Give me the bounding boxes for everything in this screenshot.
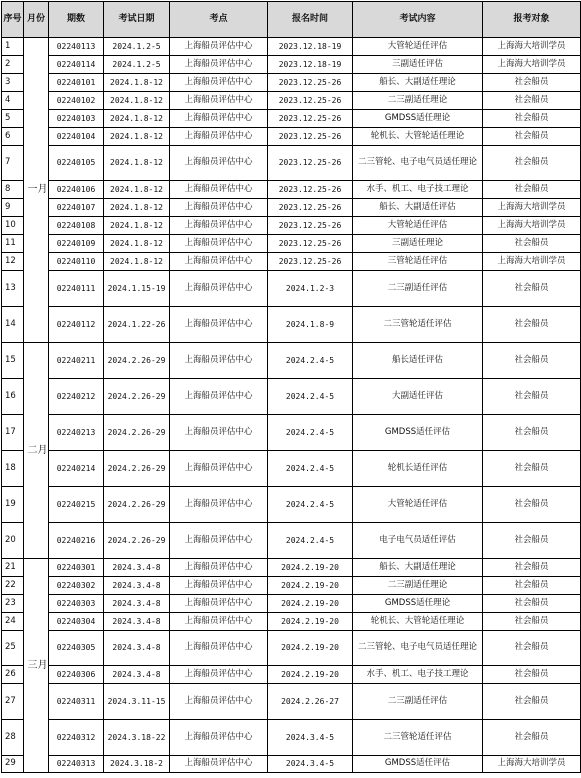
table-row (2, 74, 581, 92)
table-row (2, 307, 581, 343)
cell-reg: 2024.3.4-5 (268, 720, 353, 756)
cell-target: 社会船员 (483, 235, 581, 253)
cell-target: 上海海大培训学员 (483, 56, 581, 74)
cell-seq: 29 (2, 756, 24, 773)
cell-content: 三副适任评估 (353, 56, 483, 74)
cell-target: 社会船员 (483, 379, 581, 415)
cell-period: 02240105 (49, 146, 104, 181)
cell-date: 2024.1.8-12 (104, 74, 170, 92)
cell-seq: 19 (2, 487, 24, 523)
cell-period: 02240107 (49, 199, 104, 217)
cell-date: 2024.1.8-12 (104, 181, 170, 199)
table-row (2, 253, 581, 271)
cell-reg: 2024.2.4-5 (268, 523, 353, 559)
cell-reg: 2023.12.25-26 (268, 217, 353, 235)
table-row (2, 559, 581, 577)
cell-seq: 1 (2, 38, 24, 56)
cell-period: 02240313 (49, 756, 104, 773)
table-row (2, 577, 581, 595)
cell-reg: 2024.1.8-9 (268, 307, 353, 343)
cell-period: 02240109 (49, 235, 104, 253)
cell-period: 02240303 (49, 595, 104, 613)
cell-period: 02240111 (49, 271, 104, 307)
cell-reg: 2023.12.25-26 (268, 74, 353, 92)
cell-target: 上海海大培训学员 (483, 199, 581, 217)
cell-target: 社会船员 (483, 307, 581, 343)
cell-venue: 上海船员评估中心 (170, 379, 268, 415)
cell-reg: 2023.12.25-26 (268, 92, 353, 110)
cell-content: 船长、大副适任理论 (353, 559, 483, 577)
cell-seq: 18 (2, 451, 24, 487)
cell-target: 社会船员 (483, 631, 581, 666)
cell-venue: 上海船员评估中心 (170, 451, 268, 487)
cell-reg: 2023.12.25-26 (268, 235, 353, 253)
cell-content: 二三管轮、电子电气员适任理论 (353, 146, 483, 181)
cell-period: 02240213 (49, 415, 104, 451)
cell-seq: 10 (2, 217, 24, 235)
cell-content: 大管轮适任评估 (353, 217, 483, 235)
header-seq: 序号 (2, 2, 24, 38)
cell-content: GMDSS适任理论 (353, 595, 483, 613)
cell-period: 02240114 (49, 56, 104, 74)
cell-content: 三管轮适任评估 (353, 253, 483, 271)
cell-period: 02240110 (49, 253, 104, 271)
cell-target: 社会船员 (483, 181, 581, 199)
cell-content: 大管轮适任评估 (353, 487, 483, 523)
cell-period: 02240102 (49, 92, 104, 110)
cell-target: 上海海大培训学员 (483, 38, 581, 56)
cell-venue: 上海船员评估中心 (170, 523, 268, 559)
cell-reg: 2024.2.19-20 (268, 559, 353, 577)
cell-target: 社会船员 (483, 92, 581, 110)
cell-period: 02240113 (49, 38, 104, 56)
cell-target: 上海海大培训学员 (483, 756, 581, 773)
cell-date: 2024.3.4-8 (104, 666, 170, 684)
cell-period: 02240216 (49, 523, 104, 559)
table-row (2, 487, 581, 523)
cell-period: 02240106 (49, 181, 104, 199)
cell-venue: 上海船员评估中心 (170, 38, 268, 56)
cell-target: 社会船员 (483, 684, 581, 720)
cell-venue: 上海船员评估中心 (170, 253, 268, 271)
cell-target: 社会船员 (483, 128, 581, 146)
cell-date: 2024.1.2-5 (104, 38, 170, 56)
cell-reg: 2024.2.19-20 (268, 577, 353, 595)
cell-reg: 2024.2.19-20 (268, 631, 353, 666)
cell-reg: 2023.12.18-19 (268, 38, 353, 56)
cell-content: 轮机长、大管轮适任理论 (353, 613, 483, 631)
cell-target: 社会船员 (483, 74, 581, 92)
cell-date: 2024.2.26-29 (104, 415, 170, 451)
cell-period: 02240301 (49, 559, 104, 577)
cell-venue: 上海船员评估中心 (170, 631, 268, 666)
cell-venue: 上海船员评估中心 (170, 110, 268, 128)
cell-period: 02240103 (49, 110, 104, 128)
cell-content: 水手、机工、电子技工理论 (353, 666, 483, 684)
cell-target: 社会船员 (483, 666, 581, 684)
table-row (2, 38, 581, 56)
table-row (2, 451, 581, 487)
cell-date: 2024.3.18-22 (104, 720, 170, 756)
cell-date: 2024.1.8-12 (104, 128, 170, 146)
cell-target: 社会船员 (483, 146, 581, 181)
cell-seq: 21 (2, 559, 24, 577)
cell-seq: 17 (2, 415, 24, 451)
header-content: 考试内容 (353, 2, 483, 38)
cell-seq: 15 (2, 343, 24, 379)
cell-period: 02240101 (49, 74, 104, 92)
cell-content: 二三管轮适任评估 (353, 720, 483, 756)
cell-venue: 上海船员评估中心 (170, 577, 268, 595)
table-row (2, 666, 581, 684)
header-exam-date: 考试日期 (104, 2, 170, 38)
table-row (2, 235, 581, 253)
table-row (2, 181, 581, 199)
month-cell: 三月 (24, 559, 49, 773)
cell-venue: 上海船员评估中心 (170, 595, 268, 613)
cell-venue: 上海船员评估中心 (170, 559, 268, 577)
header-registration: 报名时间 (268, 2, 353, 38)
cell-venue: 上海船员评估中心 (170, 74, 268, 92)
cell-date: 2024.3.11-15 (104, 684, 170, 720)
cell-period: 02240211 (49, 343, 104, 379)
cell-target: 社会船员 (483, 720, 581, 756)
cell-seq: 11 (2, 235, 24, 253)
cell-reg: 2024.1.2-3 (268, 271, 353, 307)
cell-reg: 2024.2.4-5 (268, 343, 353, 379)
cell-seq: 20 (2, 523, 24, 559)
cell-seq: 12 (2, 253, 24, 271)
cell-date: 2024.3.4-8 (104, 631, 170, 666)
cell-venue: 上海船员评估中心 (170, 756, 268, 773)
cell-seq: 6 (2, 128, 24, 146)
cell-venue: 上海船员评估中心 (170, 307, 268, 343)
cell-period: 02240112 (49, 307, 104, 343)
cell-seq: 14 (2, 307, 24, 343)
cell-seq: 24 (2, 613, 24, 631)
cell-date: 2024.2.26-29 (104, 343, 170, 379)
cell-seq: 3 (2, 74, 24, 92)
cell-target: 社会船员 (483, 559, 581, 577)
cell-reg: 2023.12.25-26 (268, 253, 353, 271)
cell-content: GMDSS适任理论 (353, 110, 483, 128)
cell-date: 2024.2.26-29 (104, 451, 170, 487)
cell-seq: 9 (2, 199, 24, 217)
cell-target: 社会船员 (483, 595, 581, 613)
cell-period: 02240104 (49, 128, 104, 146)
cell-date: 2024.1.15-19 (104, 271, 170, 307)
table-row (2, 613, 581, 631)
cell-reg: 2024.2.26-27 (268, 684, 353, 720)
cell-venue: 上海船员评估中心 (170, 415, 268, 451)
cell-seq: 26 (2, 666, 24, 684)
cell-date: 2024.2.26-29 (104, 487, 170, 523)
cell-content: 二三副适任评估 (353, 684, 483, 720)
cell-content: GMDSS适任评估 (353, 756, 483, 773)
cell-content: 轮机长适任评估 (353, 451, 483, 487)
cell-content: 电子电气员适任评估 (353, 523, 483, 559)
table-row (2, 110, 581, 128)
cell-reg: 2023.12.25-26 (268, 128, 353, 146)
cell-reg: 2024.2.19-20 (268, 613, 353, 631)
cell-venue: 上海船员评估中心 (170, 720, 268, 756)
cell-target: 社会船员 (483, 110, 581, 128)
cell-content: 大副适任评估 (353, 379, 483, 415)
cell-seq: 4 (2, 92, 24, 110)
cell-reg: 2023.12.25-26 (268, 110, 353, 128)
cell-target: 社会船员 (483, 451, 581, 487)
cell-date: 2024.3.4-8 (104, 595, 170, 613)
header-venue: 考点 (170, 2, 268, 38)
cell-venue: 上海船员评估中心 (170, 217, 268, 235)
month-cell: 二月 (24, 343, 49, 559)
cell-period: 02240302 (49, 577, 104, 595)
cell-target: 社会船员 (483, 577, 581, 595)
table-row (2, 217, 581, 235)
header-period: 期数 (49, 2, 104, 38)
table-row (2, 595, 581, 613)
cell-date: 2024.1.8-12 (104, 110, 170, 128)
cell-reg: 2023.12.25-26 (268, 181, 353, 199)
cell-date: 2024.1.8-12 (104, 146, 170, 181)
cell-venue: 上海船员评估中心 (170, 271, 268, 307)
cell-target: 社会船员 (483, 415, 581, 451)
cell-period: 02240311 (49, 684, 104, 720)
cell-venue: 上海船员评估中心 (170, 181, 268, 199)
cell-venue: 上海船员评估中心 (170, 92, 268, 110)
cell-reg: 2024.2.19-20 (268, 595, 353, 613)
cell-period: 02240305 (49, 631, 104, 666)
cell-reg: 2023.12.18-19 (268, 56, 353, 74)
cell-reg: 2024.2.4-5 (268, 487, 353, 523)
exam-schedule-table (1, 1, 581, 773)
cell-target: 上海海大培训学员 (483, 253, 581, 271)
cell-seq: 23 (2, 595, 24, 613)
cell-date: 2024.3.4-8 (104, 559, 170, 577)
cell-venue: 上海船员评估中心 (170, 666, 268, 684)
cell-content: 水手、机工、电子技工理论 (353, 181, 483, 199)
cell-content: 二三副适任理论 (353, 577, 483, 595)
cell-target: 社会船员 (483, 271, 581, 307)
table-row (2, 631, 581, 666)
table-row (2, 379, 581, 415)
cell-reg: 2024.2.19-20 (268, 666, 353, 684)
table-row (2, 756, 581, 773)
cell-date: 2024.2.26-29 (104, 523, 170, 559)
cell-venue: 上海船员评估中心 (170, 56, 268, 74)
cell-content: 轮机长、大管轮适任理论 (353, 128, 483, 146)
cell-date: 2024.2.26-29 (104, 379, 170, 415)
cell-period: 02240215 (49, 487, 104, 523)
cell-seq: 8 (2, 181, 24, 199)
cell-venue: 上海船员评估中心 (170, 235, 268, 253)
table-row (2, 684, 581, 720)
table-row (2, 56, 581, 74)
cell-reg: 2024.2.4-5 (268, 415, 353, 451)
table-row (2, 92, 581, 110)
table-row (2, 720, 581, 756)
cell-date: 2024.1.8-12 (104, 217, 170, 235)
cell-period: 02240214 (49, 451, 104, 487)
table-row (2, 128, 581, 146)
table-row (2, 415, 581, 451)
cell-seq: 7 (2, 146, 24, 181)
cell-date: 2024.3.4-8 (104, 577, 170, 595)
cell-seq: 25 (2, 631, 24, 666)
cell-venue: 上海船员评估中心 (170, 487, 268, 523)
cell-content: 二三副适任评估 (353, 271, 483, 307)
cell-reg: 2023.12.25-26 (268, 199, 353, 217)
cell-content: 二三副适任理论 (353, 92, 483, 110)
cell-date: 2024.1.8-12 (104, 235, 170, 253)
cell-venue: 上海船员评估中心 (170, 199, 268, 217)
cell-period: 02240108 (49, 217, 104, 235)
header-row (2, 2, 581, 38)
cell-reg: 2024.3.4-5 (268, 756, 353, 773)
cell-content: 船长、大副适任评估 (353, 199, 483, 217)
cell-reg: 2024.2.4-5 (268, 379, 353, 415)
cell-content: 二三管轮、电子电气员适任理论 (353, 631, 483, 666)
cell-reg: 2024.2.4-5 (268, 451, 353, 487)
cell-date: 2024.1.22-26 (104, 307, 170, 343)
cell-period: 02240312 (49, 720, 104, 756)
cell-date: 2024.1.8-12 (104, 92, 170, 110)
table-row (2, 523, 581, 559)
cell-target: 上海海大培训学员 (483, 217, 581, 235)
cell-venue: 上海船员评估中心 (170, 684, 268, 720)
cell-content: 船长适任评估 (353, 343, 483, 379)
cell-seq: 13 (2, 271, 24, 307)
cell-target: 社会船员 (483, 487, 581, 523)
table-row (2, 146, 581, 181)
header-month: 月份 (24, 2, 49, 38)
cell-date: 2024.1.8-12 (104, 199, 170, 217)
cell-period: 02240212 (49, 379, 104, 415)
cell-seq: 22 (2, 577, 24, 595)
cell-target: 社会船员 (483, 523, 581, 559)
cell-date: 2024.3.18-2 (104, 756, 170, 773)
cell-period: 02240306 (49, 666, 104, 684)
cell-reg: 2023.12.25-26 (268, 146, 353, 181)
table-row (2, 343, 581, 379)
cell-date: 2024.1.8-12 (104, 253, 170, 271)
table-row (2, 199, 581, 217)
cell-content: 二三管轮适任评估 (353, 307, 483, 343)
cell-period: 02240304 (49, 613, 104, 631)
cell-seq: 16 (2, 379, 24, 415)
header-target: 报考对象 (483, 2, 581, 38)
month-cell: 一月 (24, 38, 49, 343)
cell-seq: 27 (2, 684, 24, 720)
cell-seq: 28 (2, 720, 24, 756)
cell-content: 船长、大副适任理论 (353, 74, 483, 92)
cell-content: 三副适任理论 (353, 235, 483, 253)
cell-seq: 2 (2, 56, 24, 74)
cell-content: GMDSS适任评估 (353, 415, 483, 451)
cell-venue: 上海船员评估中心 (170, 128, 268, 146)
cell-venue: 上海船员评估中心 (170, 343, 268, 379)
cell-seq: 5 (2, 110, 24, 128)
cell-venue: 上海船员评估中心 (170, 146, 268, 181)
table-row (2, 271, 581, 307)
cell-date: 2024.3.4-8 (104, 613, 170, 631)
cell-venue: 上海船员评估中心 (170, 613, 268, 631)
cell-target: 社会船员 (483, 343, 581, 379)
cell-content: 大管轮适任评估 (353, 38, 483, 56)
cell-date: 2024.1.2-5 (104, 56, 170, 74)
cell-target: 社会船员 (483, 613, 581, 631)
